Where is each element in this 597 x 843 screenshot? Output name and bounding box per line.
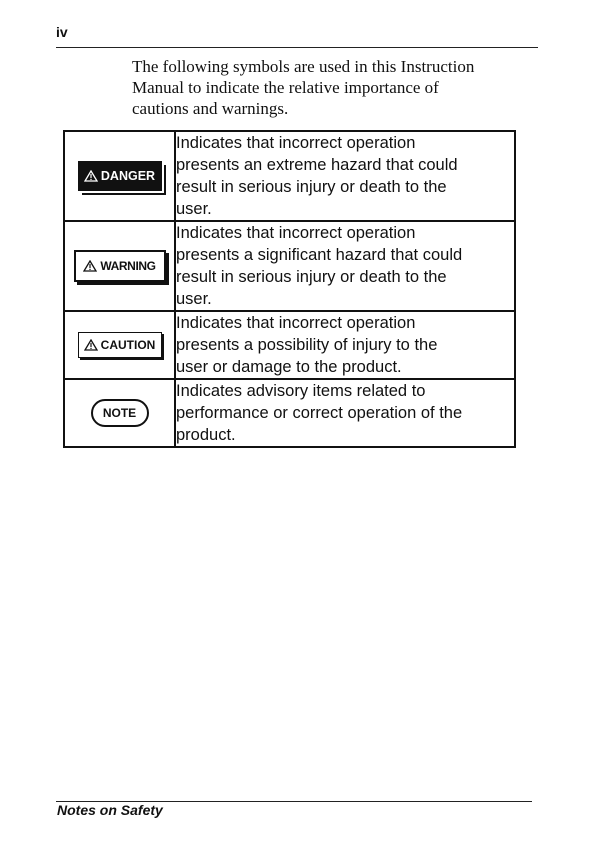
danger-badge	[78, 161, 162, 191]
symbol-cell	[64, 221, 175, 311]
description-line: product.	[176, 426, 236, 444]
description-line: result in serious injury or death to the	[176, 268, 447, 286]
warning-triangle-icon	[84, 339, 98, 351]
table-row-warning	[64, 221, 515, 311]
danger-label: DANGER	[100, 169, 156, 183]
description-cell	[175, 221, 515, 311]
caution-label: CAUTION	[100, 338, 156, 352]
table-row-note	[64, 379, 515, 447]
intro-line: cautions and warnings.	[132, 99, 289, 118]
caution-badge	[78, 332, 162, 358]
description-line: user or damage to the product.	[176, 358, 402, 376]
warning-triangle-icon	[83, 260, 97, 272]
table-row-danger	[64, 131, 515, 221]
description-cell	[175, 379, 515, 447]
description-cell	[175, 131, 515, 221]
description-line: Indicates that incorrect operation	[176, 314, 416, 332]
safety-symbols-table	[63, 130, 516, 448]
description-line: Indicates advisory items related to	[176, 382, 426, 400]
description-line: Indicates that incorrect operation	[176, 224, 416, 242]
warning-triangle-icon	[84, 170, 98, 182]
description-line: presents an extreme hazard that could	[176, 156, 458, 174]
symbol-cell	[64, 379, 175, 447]
warning-badge	[74, 250, 166, 282]
intro-paragraph	[132, 56, 522, 119]
note-label: NOTE	[102, 406, 137, 420]
intro-line: Manual to indicate the relative importance of	[132, 78, 439, 97]
warning-label: WARNING	[100, 259, 156, 273]
description-line: user.	[176, 200, 212, 218]
description-line: Indicates that incorrect operation	[176, 134, 416, 152]
table-row-caution	[64, 311, 515, 379]
description-line: result in serious injury or death to the	[176, 178, 447, 196]
description-line: performance or correct operation of the	[176, 404, 463, 422]
footer-section-title: Notes on Safety	[57, 802, 163, 818]
description-line: user.	[176, 290, 212, 308]
page-number: iv	[56, 24, 68, 40]
note-badge	[91, 399, 149, 427]
symbol-cell	[64, 131, 175, 221]
description-line: presents a significant hazard that could	[176, 246, 463, 264]
intro-line: The following symbols are used in this Instruction	[132, 57, 475, 76]
description-line: presents a possibility of injury to the	[176, 336, 438, 354]
header-divider	[56, 47, 538, 48]
description-cell	[175, 311, 515, 379]
symbol-cell	[64, 311, 175, 379]
